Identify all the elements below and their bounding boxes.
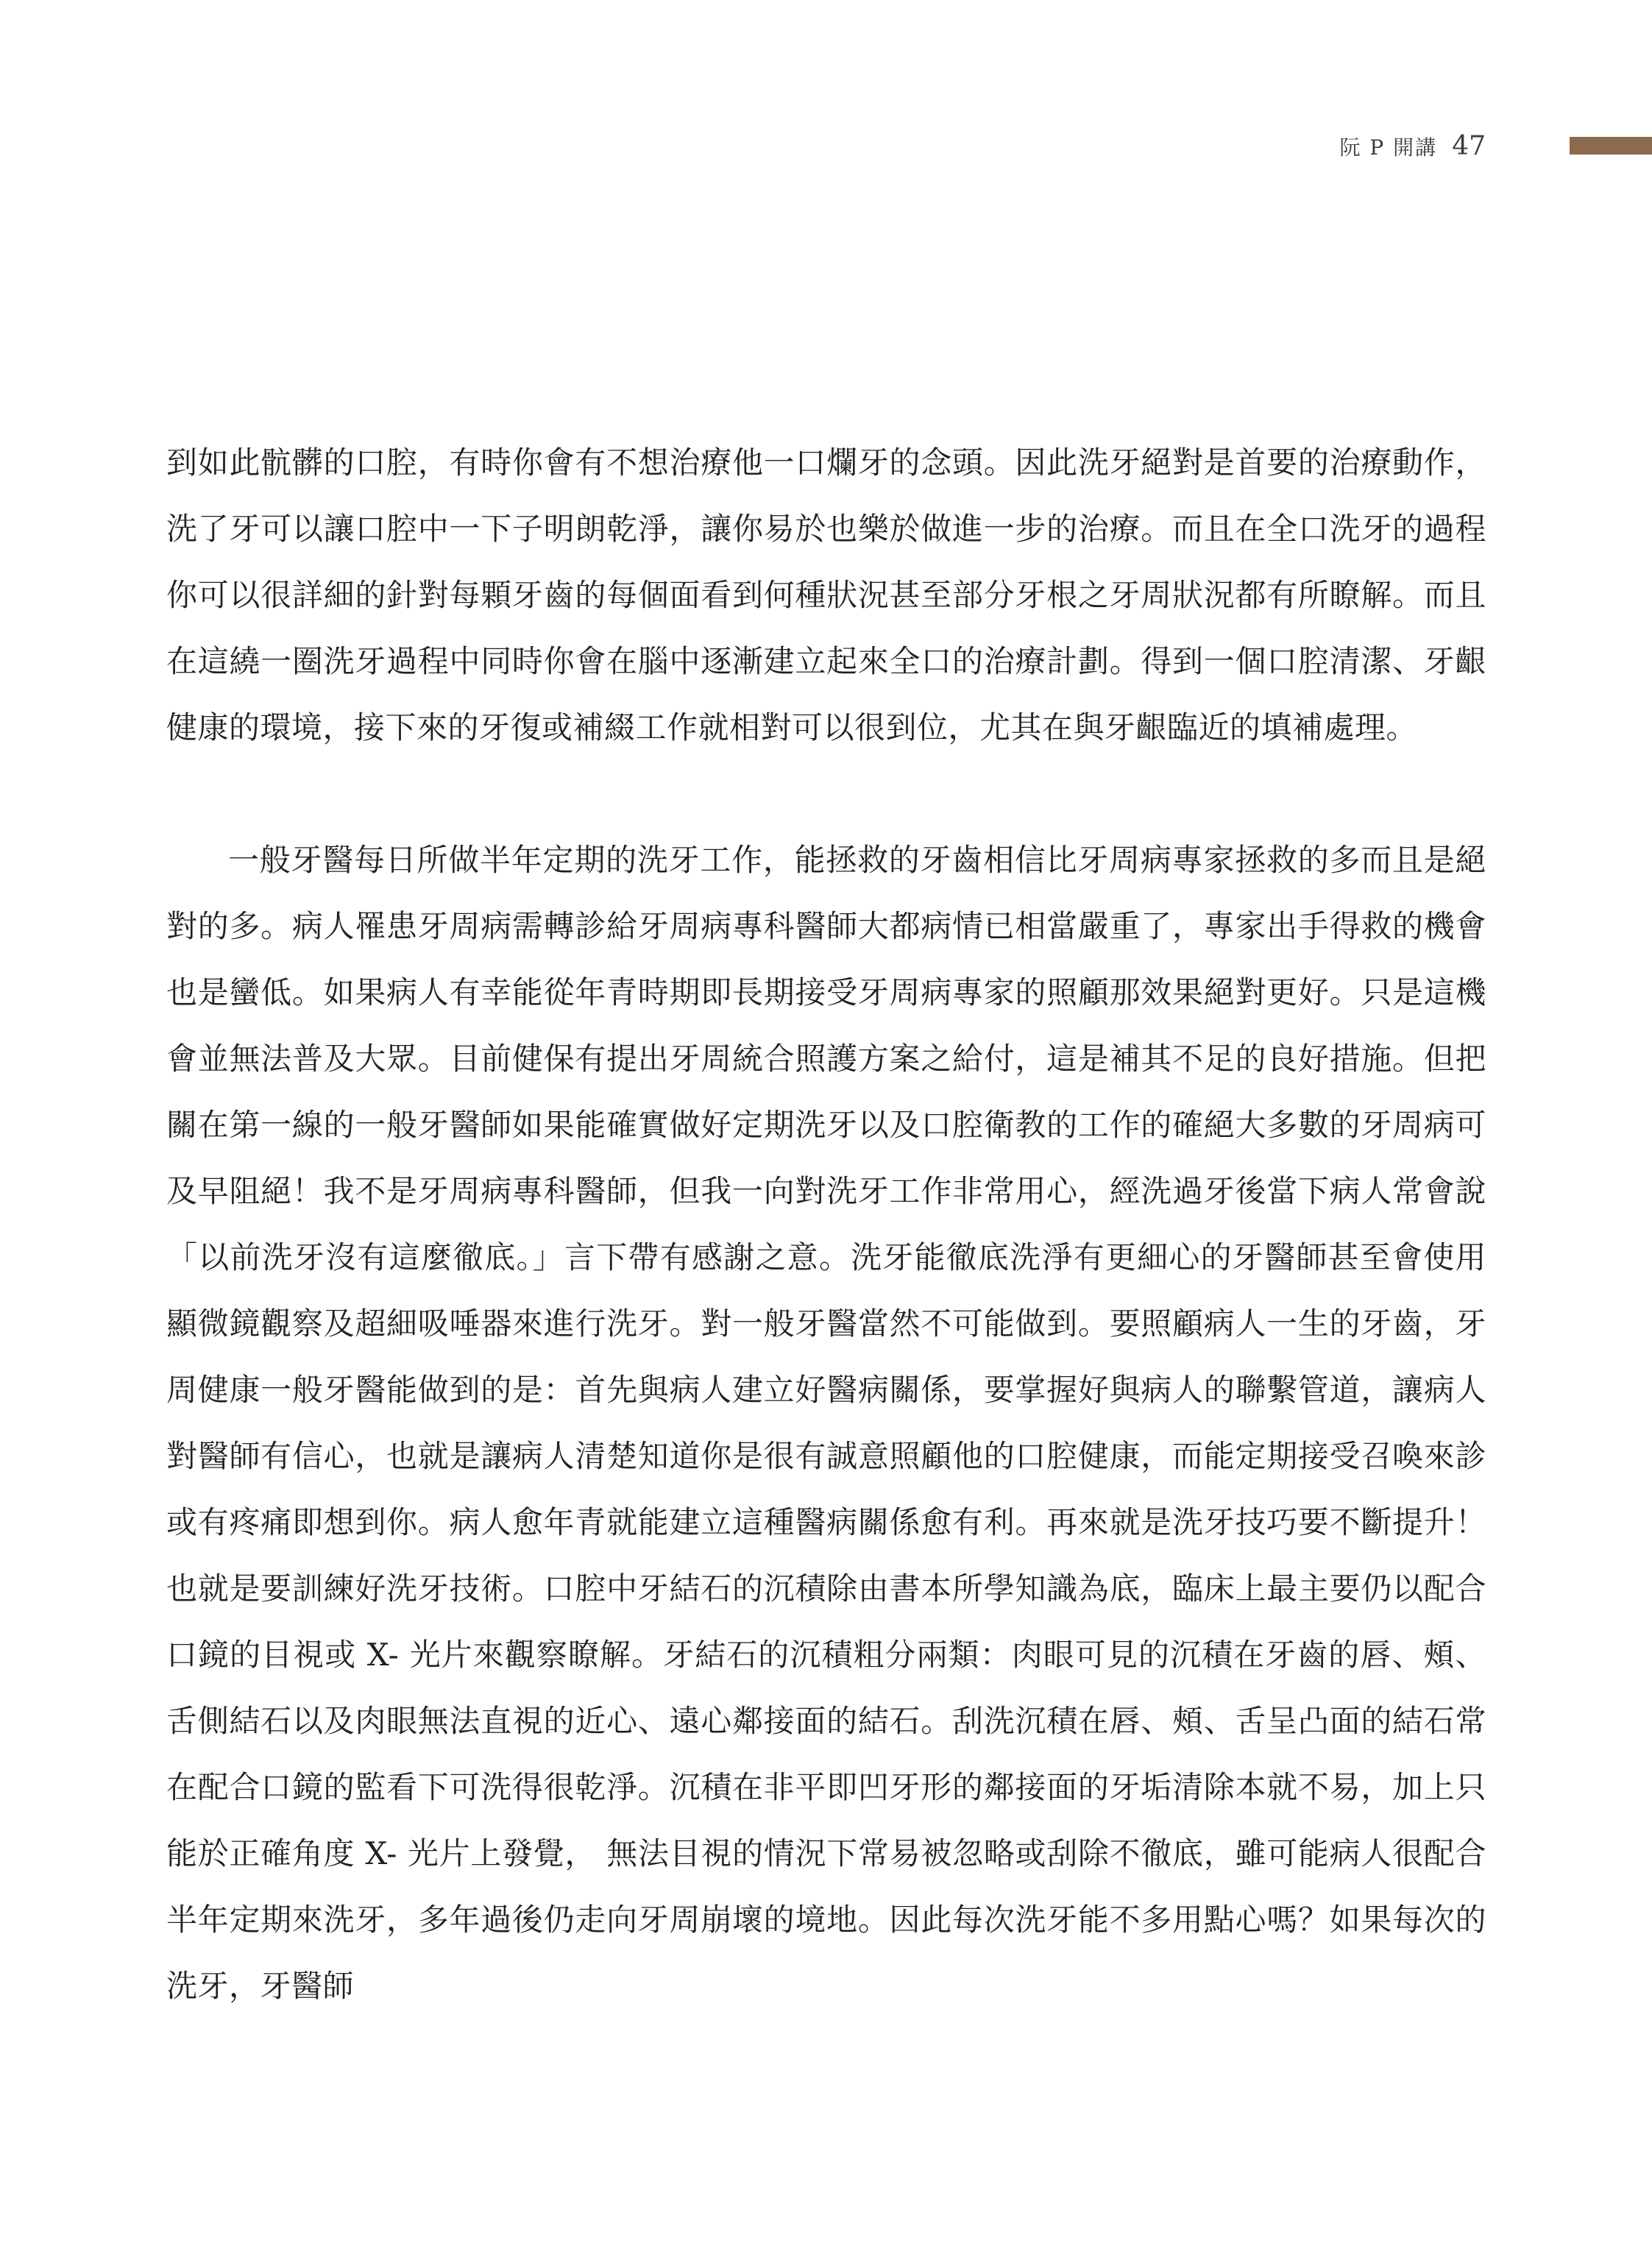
running-title: 阮 P 開講 bbox=[1339, 135, 1438, 160]
paragraph: 一般牙醫每日所做半年定期的洗牙工作，能拯救的牙齒相信比牙周病專家拯救的多而且是絕對的多。病人罹患牙周病需轉診給牙周病專科醫師大都病情已相當嚴重了，專家出手得救的機會也是蠻低。如果病人有幸能從年青時期即長期接受牙周病專家的照顧那效果絕對更好。只是這機會並無法普及大眾。目前健保有提出牙周統合照護方案之給付，這是補其不足的良好措施。但把關在第一線的一般牙醫師如果能確實做好定期洗牙以及口腔衛教的工作的確絕大多數的牙周病可及早阻絕！我不是牙周病專科醫師，但我一向對洗牙工作非常用心，經洗過牙後當下病人常會說「以前洗牙沒有這麼徹底。」言下帶有感謝之意。洗牙能徹底洗淨有更細心的牙醫師甚至會使用顯微鏡觀察及超細吸唾器來進行洗牙。對一般牙醫當然不可能做到。要照顧病人一生的牙齒，牙周健康一般牙醫能做到的是：首先與病人建立好醫病關係，要掌握好與病人的聯繫管道，讓病人對醫師有信心，也就是讓病人清楚知道你是很有誠意照顧他的口腔健康，而能定期接受召喚來診或有疼痛即想到你。病人愈年青就能建立這種醫病關係愈有利。再來就是洗牙技巧要不斷提升！也就是要訓練好洗牙技術。口腔中牙結石的沉積除由書本所學知識為底，臨床上最主要仍以配合口鏡的目視或 X- 光片來觀察瞭解。牙結石的沉積粗分兩類：肉眼可見的沉積在牙齒的唇、頰、舌側結石以及肉眼無法直視的近心、遠心鄰接面的結石。刮洗沉積在唇、頰、舌呈凸面的結石常在配合口鏡的監看下可洗得很乾淨。沉積在非平即凹牙形的鄰接面的牙垢清除本就不易，加上只能於正確角度 X- 光片上發覺， 無法目視的情況下常易被忽略或刮除不徹底，雖可能病人很配合半年定期來洗牙，多年過後仍走向牙周崩壞的境地。因此每次洗牙能不多用點心嗎？如果每次的洗牙，牙醫師 bbox=[166, 842, 1486, 2004]
header-accent-bar bbox=[1570, 137, 1652, 155]
body-text bbox=[166, 430, 1486, 2019]
page-number: 47 bbox=[1452, 131, 1486, 161]
paragraph: 到如此骯髒的口腔，有時你會有不想治療他一口爛牙的念頭。因此洗牙絕對是首要的治療動作，洗了牙可以讓口腔中一下子明朗乾淨，讓你易於也樂於做進一步的治療。而且在全口洗牙的過程你可以很詳細的針對每顆牙齒的每個面看到何種狀況甚至部分牙根之牙周狀況都有所瞭解。而且在這繞一圈洗牙過程中同時你會在腦中逐漸建立起來全口的治療計劃。得到一個口腔清潔、牙齦健康的環境，接下來的牙復或補綴工作就相對可以很到位，尤其在與牙齦臨近的填補處理。 bbox=[166, 444, 1486, 745]
running-header bbox=[1340, 131, 1486, 161]
